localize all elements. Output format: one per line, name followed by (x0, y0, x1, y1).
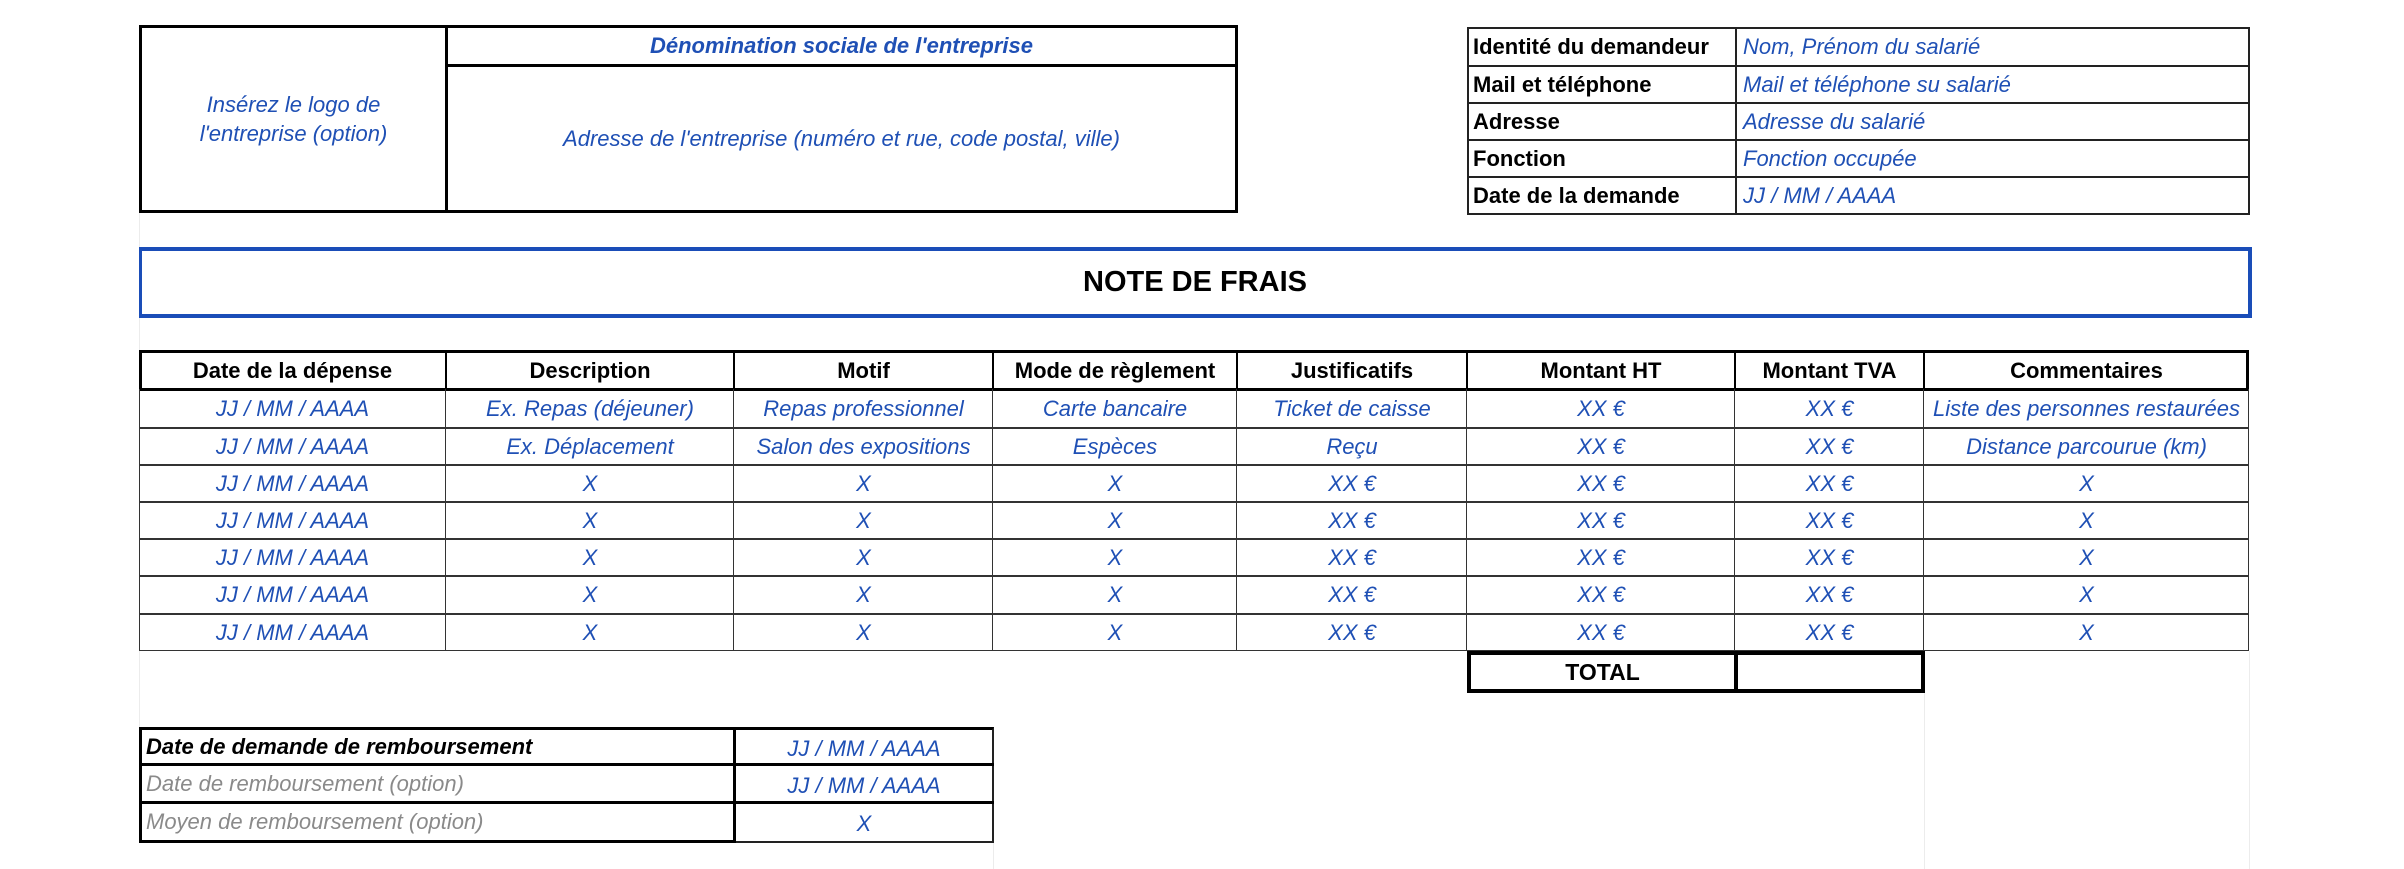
cell-payment-mode[interactable]: X (1107, 470, 1123, 496)
cell-amount-tva[interactable]: XX € (1805, 582, 1854, 607)
column-header-date[interactable]: Date de la dépense (192, 358, 393, 383)
requester-contact-field[interactable]: Mail et téléphone su salarié (1743, 71, 2011, 97)
cell-receipt[interactable]: XX € (1328, 470, 1376, 496)
cell-motif[interactable]: Repas professionnel (763, 396, 964, 421)
gridline (139, 651, 140, 731)
requester-label: Fonction (1473, 145, 1566, 171)
column-header-comments[interactable]: Commentaires (2010, 358, 2163, 383)
cell-date[interactable]: JJ / MM / AAAA (215, 582, 370, 607)
column-header-amount-tva[interactable]: Montant TVA (1762, 358, 1897, 383)
cell-comments[interactable]: X (2079, 620, 2094, 645)
cell-comments[interactable]: Distance parcourue (km) (1966, 433, 2207, 459)
cell-date[interactable]: JJ / MM / AAAA (215, 544, 370, 570)
gridline (993, 842, 994, 869)
cell-amount-tva[interactable]: XX € (1805, 507, 1854, 533)
cell-motif[interactable]: X (856, 470, 871, 496)
request-date-field[interactable]: JJ / MM / AAAA (1743, 182, 1897, 208)
cell-date[interactable]: JJ / MM / AAAA (215, 620, 370, 645)
cell-motif[interactable]: X (856, 582, 871, 607)
column-header-payment-mode[interactable]: Mode de règlement (1014, 358, 1216, 383)
cell-receipt[interactable]: Ticket de caisse (1273, 396, 1431, 421)
cell-payment-mode[interactable]: Carte bancaire (1042, 396, 1188, 421)
logo-placeholder-line1: Insérez le logo de (206, 92, 381, 117)
cell-comments[interactable]: Liste des personnes restaurées (1933, 396, 2240, 421)
cell-date[interactable]: JJ / MM / AAAA (215, 470, 370, 496)
company-name-text: Dénomination sociale de l'entreprise (649, 33, 1033, 58)
cell-amount-ht[interactable]: XX € (1577, 433, 1625, 459)
cell-amount-ht[interactable]: XX € (1577, 507, 1625, 533)
cell-receipt[interactable]: XX € (1328, 507, 1376, 533)
requester-address-field[interactable]: Adresse du salarié (1743, 108, 1926, 134)
cell-comments[interactable]: X (2079, 544, 2094, 570)
cell-comments[interactable]: X (2079, 582, 2094, 607)
gridline (2249, 651, 2250, 869)
cell-payment-mode[interactable]: X (1107, 620, 1123, 645)
logo-placeholder[interactable] (142, 28, 445, 210)
cell-payment-mode[interactable]: X (1107, 507, 1123, 533)
cell-date[interactable]: JJ / MM / AAAA (215, 396, 370, 421)
company-address-text: Adresse de l'entreprise (numéro et rue, code postal, ville) (563, 125, 1120, 151)
cell-payment-mode[interactable]: X (1107, 582, 1123, 607)
cell-motif[interactable]: X (856, 507, 871, 533)
cell-comments[interactable]: X (2079, 507, 2094, 533)
column-header-description[interactable]: Description (529, 358, 651, 383)
company-address-field[interactable] (448, 67, 1235, 210)
cell-description[interactable]: X (582, 507, 598, 533)
total-label: TOTAL (1565, 658, 1640, 685)
cell-payment-mode[interactable]: Espèces (1072, 433, 1158, 459)
cell-motif[interactable]: X (856, 620, 871, 645)
cell-receipt[interactable]: Reçu (1326, 433, 1378, 459)
cell-date[interactable]: JJ / MM / AAAA (215, 507, 370, 533)
logo-placeholder-line2: l'entreprise (option) (199, 121, 388, 146)
requester-table-divider (1735, 27, 1737, 215)
cell-motif[interactable]: X (856, 544, 871, 570)
gridline (1924, 692, 1925, 869)
page-title (139, 247, 2252, 318)
cell-description[interactable]: Ex. Repas (déjeuner) (486, 396, 694, 421)
column-header-motif[interactable]: Motif (837, 358, 890, 383)
page-title-text: NOTE DE FRAIS (1083, 266, 1307, 298)
cell-amount-ht[interactable]: XX € (1577, 470, 1625, 496)
company-name-field[interactable] (448, 28, 1235, 64)
cell-motif[interactable]: Salon des expositions (756, 433, 971, 459)
cell-receipt[interactable]: XX € (1328, 582, 1376, 607)
cell-receipt[interactable]: XX € (1328, 620, 1376, 645)
cell-description[interactable]: Ex. Déplacement (506, 433, 674, 459)
cell-comments[interactable]: X (2079, 470, 2094, 496)
cell-amount-ht[interactable]: XX € (1577, 396, 1625, 421)
reimbursement-method-label: Moyen de remboursement (option) (146, 808, 484, 834)
cell-amount-ht[interactable]: XX € (1577, 582, 1625, 607)
cell-amount-ht[interactable]: XX € (1577, 544, 1625, 570)
requester-label: Mail et téléphone (1473, 71, 1652, 97)
reimbursement-request-label: Date de demande de remboursement (146, 733, 533, 759)
cell-date[interactable]: JJ / MM / AAAA (215, 433, 370, 459)
cell-description[interactable]: X (582, 620, 598, 645)
requester-label: Date de la demande (1473, 182, 1680, 208)
cell-amount-tva[interactable]: XX € (1805, 620, 1854, 645)
column-header-amount-ht[interactable]: Montant HT (1540, 358, 1662, 383)
cell-description[interactable]: X (582, 582, 598, 607)
cell-amount-tva[interactable]: XX € (1805, 470, 1854, 496)
reimbursement-method-field[interactable]: X (856, 810, 872, 836)
cell-amount-tva[interactable]: XX € (1805, 544, 1854, 570)
requester-name-field[interactable]: Nom, Prénom du salarié (1743, 34, 1981, 59)
cell-amount-tva[interactable]: XX € (1805, 433, 1854, 459)
cell-payment-mode[interactable]: X (1107, 544, 1123, 570)
requester-function-field[interactable]: Fonction occupée (1743, 145, 1917, 171)
cell-amount-tva[interactable]: XX € (1805, 396, 1854, 421)
requester-label: Adresse (1473, 108, 1560, 134)
cell-amount-ht[interactable]: XX € (1577, 620, 1625, 645)
reimbursement-request-date-field[interactable]: JJ / MM / AAAA (787, 735, 941, 761)
cell-description[interactable]: X (582, 544, 598, 570)
cell-description[interactable]: X (582, 470, 598, 496)
requester-label: Identité du demandeur (1473, 34, 1709, 59)
reimbursement-date-label: Date de remboursement (option) (146, 770, 464, 796)
column-header-receipt[interactable]: Justificatifs (1290, 358, 1414, 383)
reimbursement-date-field[interactable]: JJ / MM / AAAA (787, 772, 941, 798)
total-value-field[interactable] (1738, 655, 1921, 689)
cell-receipt[interactable]: XX € (1328, 544, 1376, 570)
